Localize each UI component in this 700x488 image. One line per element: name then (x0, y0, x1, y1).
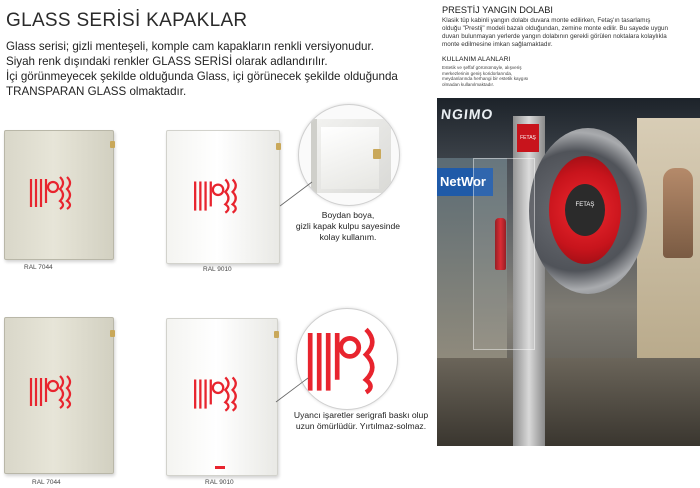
reel-badge: FETAŞ (575, 202, 595, 208)
fire-hose-sign-icon (191, 175, 243, 215)
ral-caption: RAL 7044 (24, 264, 53, 271)
paint-note-line: gizli kapak kulpu sayesinde (295, 221, 401, 231)
usage-title: KULLANIM ALANLARI (442, 56, 511, 63)
ral-caption: RAL 7044 (32, 479, 61, 486)
intro-line: Glass serisi; gizli menteşeli, komple cam kapakların renkli versiyonudur. (6, 40, 374, 53)
cabinet-white-top (166, 130, 280, 264)
reel-hub (565, 184, 605, 236)
print-note-line: Uyancı işaretler serigrafi baskı olup (293, 410, 429, 420)
cabinet-beige-bottom (4, 317, 114, 474)
page-title: GLASS SERİSİ KAPAKLAR (6, 10, 248, 31)
ral-caption: RAL 9010 (203, 266, 232, 273)
fire-hose-sign-icon (191, 373, 243, 413)
intro-line: Siyah renk dışındaki renkler GLASS SERİSİ olarak adlandırılır. (6, 55, 328, 68)
hinge-icon (110, 141, 115, 148)
usage-line: olmadan kullanılmaktadır. (442, 81, 495, 87)
usage-description (442, 65, 528, 87)
mannequin (663, 168, 693, 258)
intro-paragraph (6, 39, 438, 99)
hinge-icon (276, 143, 281, 150)
intro-line: TRANSPARAN GLASS olmaktadır. (6, 85, 187, 98)
usage-line: merkezlerinin geniş koridorlarında, (442, 70, 513, 76)
glass-showcase (473, 158, 535, 350)
ral-caption: RAL 9010 (205, 479, 234, 486)
cabinet-beige-top (4, 130, 114, 260)
fire-hose-sign-icon (27, 173, 77, 211)
description-line: Klasik tüp kabinli yangın dolabı duvara monte edilirken, Fetaş'ın tasarlamış (442, 17, 651, 24)
intro-line: İçi görünmeyecek şekilde olduğunda Glass, içi görünecek şekilde olduğunda (6, 70, 398, 83)
prestij-title: PRESTİJ YANGIN DOLABI (442, 5, 553, 15)
paint-note (278, 210, 418, 243)
fire-hose-sign-closeup-icon (303, 321, 393, 399)
top-badge: FETAŞ (517, 124, 539, 152)
description-line: duvarı bulunmayan yerlerde yangın dolabının gerekli görülen noktalara kolaylıkla (442, 33, 667, 41)
usage-line: meydanlarında herhangi bir estetik kaygısı (442, 76, 529, 82)
cabinet-white-bottom (166, 318, 278, 476)
hinge-icon (274, 331, 279, 338)
pointer-line (272, 376, 312, 406)
description-line: monte edilmesine imkan sağlamaktadır. (442, 41, 553, 49)
prestij-description (442, 17, 697, 49)
store-sign: NGIMO (440, 106, 495, 122)
description-line: olduğu "Prestij" modeli bazalı olduğundan, zemine monte edilir. Bu sayede uygun (442, 25, 669, 33)
paint-note-line: Boydan boya, (321, 210, 375, 220)
handle-icon (373, 149, 381, 159)
networks-sign: NetWor (440, 174, 486, 189)
hinge-icon (110, 330, 115, 337)
print-note (286, 410, 436, 432)
pointer-line (276, 180, 316, 210)
usage-line: Estetik ve şeffaf görünümüyle, alışveriş (442, 65, 522, 70)
print-note-line: uzun ömürlüdür. Yırtılmaz-solmaz. (295, 421, 427, 431)
paint-note-line: kolay kullanım. (319, 232, 377, 242)
prestij-photo (437, 98, 700, 446)
brand-label-icon (215, 466, 225, 469)
fire-hose-sign-icon (27, 372, 77, 410)
